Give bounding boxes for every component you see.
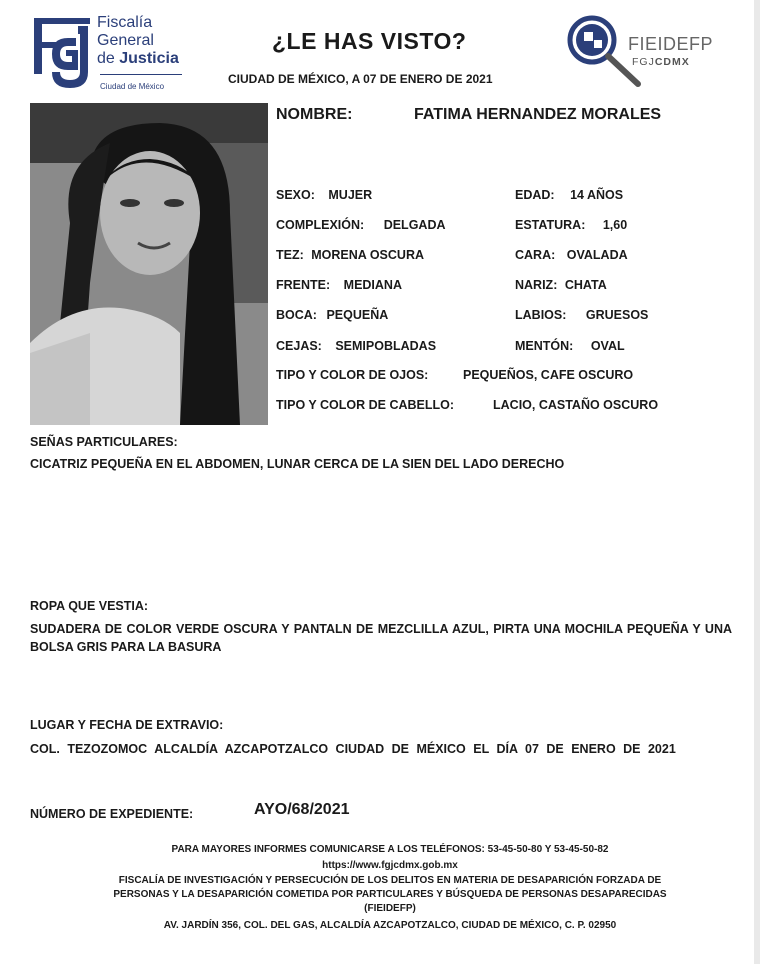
field-label: TEZ:	[276, 248, 304, 262]
field-label: MENTÓN:	[515, 339, 574, 353]
agency-divider	[100, 74, 182, 75]
eyes-label: TIPO Y COLOR DE OJOS:	[276, 368, 429, 382]
unit-sub-strong: CDMX	[654, 56, 690, 68]
field-label: ESTATURA:	[515, 218, 586, 232]
field-skin	[276, 248, 424, 262]
fgj-emblem-icon	[30, 14, 96, 92]
field-label: CARA:	[515, 248, 556, 262]
footer-office-line3: (FIEIDEFP)	[364, 903, 416, 914]
unit-sub-pre: FGJ	[632, 56, 655, 68]
clothes-value: SUDADERA DE COLOR VERDE OSCURA Y PANTALN DE MEZCLILLA AZUL, PIRTA UNA MOCHILA PEQUEÑA Y UNA BOLSA GRIS PARA LA BASURA	[30, 622, 732, 654]
clothes-label: ROPA QUE VESTIA:	[30, 599, 149, 613]
agency-line1: Fiscalía	[97, 14, 153, 31]
unit-sub	[632, 56, 690, 68]
case-label: NÚMERO DE EXPEDIENTE:	[30, 807, 194, 821]
place-label: LUGAR Y FECHA DE EXTRAVIO:	[30, 718, 224, 732]
page-title: ¿LE HAS VISTO?	[272, 28, 467, 54]
field-value: 14 AÑOS	[570, 188, 624, 202]
dateline: CIUDAD DE MÉXICO, A 07 DE ENERO DE 2021	[228, 72, 493, 86]
footer-office-line1: FISCALÍA DE INVESTIGACIÓN Y PERSECUCIÓN DE LOS DELITOS EN MATERIA DE DESAPARICIÓN FORZADA DE	[118, 875, 662, 886]
footer-office-line2: PERSONAS Y LA DESAPARICIÓN COMETIDA POR PARTICULARES Y BÚSQUEDA DE PERSONAS DESAPARECIDAS	[113, 889, 667, 900]
field-value: PEQUEÑA	[326, 308, 389, 322]
field-value: GRUESOS	[585, 308, 649, 322]
field-build	[276, 218, 446, 232]
field-mouth	[276, 308, 388, 322]
field-height	[515, 218, 627, 232]
agency-line3-pre: de	[97, 50, 120, 67]
field-age	[515, 188, 623, 202]
hair-value: LACIO, CASTAÑO OSCURO	[493, 398, 659, 412]
case-number: AYO/68/2021	[254, 801, 350, 818]
field-chin	[515, 339, 625, 353]
field-value: DELGADA	[383, 218, 446, 232]
footer-address: AV. JARDÍN 356, COL. DEL GAS, ALCALDÍA AZCAPOTZALCO, CIUDAD DE MÉXICO, C. P. 02950	[163, 920, 617, 931]
field-value: 1,60	[602, 218, 628, 232]
field-label: COMPLEXIÓN:	[276, 218, 365, 232]
agency-city: Ciudad de México	[100, 82, 165, 91]
eyes-value: PEQUEÑOS, CAFE OSCURO	[463, 368, 634, 382]
field-value: MORENA OSCURA	[311, 248, 424, 262]
field-sex	[276, 188, 372, 202]
person-name: FATIMA HERNANDEZ MORALES	[414, 106, 662, 123]
field-eyebrows	[276, 339, 436, 353]
field-value: SEMIPOBLADAS	[335, 339, 437, 353]
field-nose	[515, 278, 607, 292]
footer-url[interactable]: https://www.fgjcdmx.gob.mx	[322, 860, 458, 871]
field-label: FRENTE:	[276, 278, 331, 292]
marks-label: SEÑAS PARTICULARES:	[30, 435, 178, 449]
field-face	[515, 248, 628, 262]
agency-line3	[97, 50, 179, 68]
field-forehead	[276, 278, 402, 292]
unit-name: FIEIDEFP	[628, 34, 714, 54]
field-lips	[515, 308, 648, 322]
portrait-image	[30, 103, 268, 425]
field-label: EDAD:	[515, 188, 555, 202]
field-value: OVAL	[590, 339, 625, 353]
hair-label: TIPO Y COLOR DE CABELLO:	[276, 398, 455, 412]
field-label: BOCA:	[276, 308, 317, 322]
missing-person-photo	[30, 103, 268, 425]
footer-phones: PARA MAYORES INFORMES COMUNICARSE A LOS TELÉFONOS: 53-45-50-80 Y 53-45-50-82	[171, 844, 609, 855]
field-value: CHATA	[564, 278, 607, 292]
agency-line2: General	[97, 32, 154, 49]
marks-value: CICATRIZ PEQUEÑA EN EL ABDOMEN, LUNAR CERCA DE LA SIEN DEL LADO DERECHO	[30, 457, 565, 471]
agency-line3-strong: Justicia	[119, 50, 179, 67]
field-label: LABIOS:	[515, 308, 567, 322]
field-value: MEDIANA	[343, 278, 402, 292]
field-value: OVALADA	[566, 248, 628, 262]
field-label: NARIZ:	[515, 278, 558, 292]
name-label: NOMBRE:	[276, 106, 353, 123]
page-edge	[754, 0, 760, 964]
field-label: SEXO:	[276, 188, 315, 202]
place-value: COL. TEZOZOMOC ALCALDÍA AZCAPOTZALCO CIUDAD DE MÉXICO EL DÍA 07 DE ENERO DE 2021	[30, 742, 676, 756]
field-value: MUJER	[328, 188, 373, 202]
field-label: CEJAS:	[276, 339, 322, 353]
agency-name	[97, 14, 179, 68]
